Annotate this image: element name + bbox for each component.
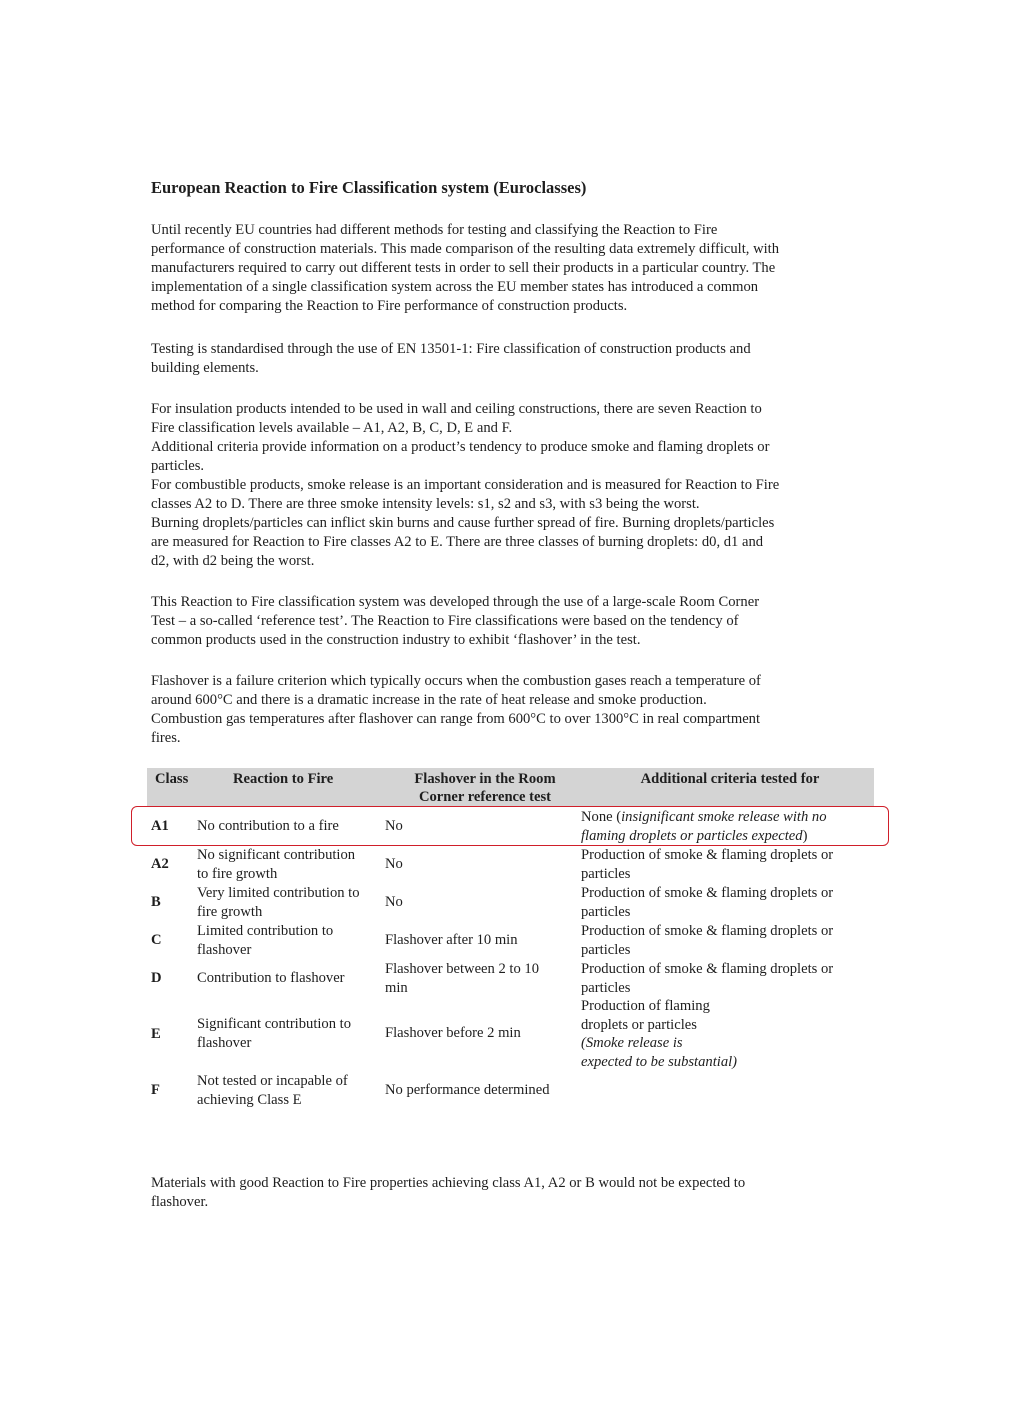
class-cell: A2 — [151, 856, 169, 872]
additional-line: droplets or particles — [581, 1016, 697, 1033]
text-line: Fire classification levels available – A1, A2, B, C, D, E and F. — [151, 420, 513, 436]
reaction-line: No significant contribution — [197, 847, 356, 863]
class-cell: D — [151, 970, 162, 986]
header-flashover-line: Corner reference test — [418, 789, 552, 805]
text-line: Testing is standardised through the use of EN 13501-1: Fire classification of construction products and — [151, 341, 751, 357]
flashover-cell: No — [385, 894, 403, 910]
text-line: Flashover is a failure criterion which typically occurs when the combustion gases reach a temperature of — [151, 673, 761, 689]
intro-paragraph — [151, 221, 891, 316]
class-cell: C — [151, 932, 162, 948]
additional-line: particles — [581, 865, 631, 882]
reaction-cell — [197, 1072, 387, 1109]
header-reaction: Reaction to Fire — [233, 771, 334, 787]
text-line: implementation of a single classification system across the EU member states has introduced a common — [151, 279, 759, 295]
class-cell: A1 — [151, 818, 169, 834]
reaction-line: Not tested or incapable of — [197, 1073, 348, 1089]
flashover-cell: No — [385, 856, 403, 872]
reaction-line: Significant contribution to — [197, 1016, 352, 1032]
text-line: method for comparing the Reaction to Fire performance of construction products. — [151, 298, 628, 314]
additional-text: None ( — [581, 809, 622, 825]
text-line: Burning droplets/particles can inflict skin burns and cause further spread of fire. Burning droplets/particles — [151, 515, 775, 531]
reaction-cell: Contribution to flashover — [197, 970, 345, 986]
text-line: performance of construction materials. This made comparison of the resulting data extremely difficult, with — [151, 241, 780, 257]
reaction-line: flashover — [197, 1034, 252, 1051]
table-header — [147, 768, 874, 806]
additional-line: particles — [581, 941, 631, 958]
additional-italic-line: expected to be substantial) — [581, 1053, 738, 1070]
class-cell: B — [151, 894, 161, 910]
flashover-cell — [385, 960, 580, 997]
header-class: Class — [155, 771, 189, 787]
text-line: building elements. — [151, 360, 259, 376]
reaction-cell — [197, 846, 387, 883]
additional-line: Production of smoke & flaming droplets or — [581, 885, 834, 901]
additional-italic-text: insignificant smoke release with no — [621, 809, 827, 825]
text-line: around 600°C and there is a dramatic increase in the rate of heat release and smoke production. — [151, 692, 707, 708]
a1-highlight-box — [131, 806, 889, 846]
text-line: d2, with d2 being the worst. — [151, 553, 315, 569]
additional-line: particles — [581, 979, 631, 996]
reference-test-paragraph — [151, 593, 891, 650]
class-cell: F — [151, 1082, 160, 1098]
reaction-line: Limited contribution to — [197, 923, 334, 939]
text-line: fires. — [151, 730, 181, 746]
text-line: particles. — [151, 458, 205, 474]
reaction-line: fire growth — [197, 903, 263, 920]
additional-line: particles — [581, 903, 631, 920]
text-line: Materials with good Reaction to Fire properties achieving class A1, A2 or B would not be expected to — [151, 1175, 746, 1191]
additional-line: Production of smoke & flaming droplets or — [581, 923, 834, 939]
additional-italic-text: flaming droplets or particles expected — [581, 827, 803, 844]
header-flashover-line: Flashover in the Room — [414, 771, 556, 787]
reaction-line: flashover — [197, 941, 252, 958]
text-line: Test – a so-called ‘reference test’. The Reaction to Fire classifications were based on the tendency of — [151, 613, 739, 629]
additional-cell — [581, 884, 876, 921]
testing-paragraph — [151, 340, 891, 378]
additional-cell — [581, 960, 876, 997]
text-line: Until recently EU countries had different methods for testing and classifying the Reaction to Fire — [151, 222, 718, 238]
reaction-cell: No contribution to a fire — [197, 818, 339, 834]
flashover-paragraph — [151, 672, 891, 748]
header-flashover — [385, 770, 585, 806]
text-line: For combustible products, smoke release is an important consideration and is measured for Reaction to Fire — [151, 477, 780, 493]
additional-line: Production of smoke & flaming droplets or — [581, 961, 834, 977]
additional-text: ) — [802, 827, 808, 844]
text-line: Additional criteria provide information on a product’s tendency to produce smoke and flaming droplets or — [151, 439, 770, 455]
text-line: manufacturers required to carry out different tests in order to sell their products in a particular country. The — [151, 260, 776, 276]
flashover-cell: Flashover after 10 min — [385, 932, 518, 948]
flashover-cell: No performance determined — [385, 1082, 550, 1098]
flashover-line: Flashover between 2 to 10 — [385, 961, 540, 977]
reaction-cell — [197, 884, 387, 921]
text-line: classes A2 to D. There are three smoke intensity levels: s1, s2 and s3, with s3 being the worst. — [151, 496, 700, 512]
text-line: For insulation products intended to be used in wall and ceiling constructions, there are seven Reaction to — [151, 401, 762, 417]
text-line: flashover. — [151, 1194, 209, 1210]
text-line: are measured for Reaction to Fire classes A2 to E. There are three classes of burning droplets: d0, d1 and — [151, 534, 764, 550]
text-line: common products used in the construction industry to exhibit ‘flashover’ in the test. — [151, 632, 641, 648]
reaction-cell — [197, 922, 387, 959]
flashover-cell: Flashover before 2 min — [385, 1025, 521, 1041]
additional-italic-line: (Smoke release is — [581, 1035, 683, 1051]
reaction-cell — [197, 1015, 387, 1052]
document-title: European Reaction to Fire Classification system (Euroclasses) — [151, 178, 587, 197]
reaction-line: to fire growth — [197, 865, 278, 882]
class-cell: E — [151, 1026, 161, 1042]
additional-cell — [581, 922, 876, 959]
header-additional: Additional criteria tested for — [640, 771, 820, 787]
additional-cell — [581, 846, 876, 883]
text-line: Combustion gas temperatures after flashover can range from 600°C to over 1300°C in real compartment — [151, 711, 761, 727]
flashover-line: min — [385, 979, 408, 996]
text-line: This Reaction to Fire classification system was developed through the use of a large-scale Room Corner — [151, 594, 760, 610]
additional-line: Production of flaming — [581, 998, 710, 1014]
flashover-cell: No — [385, 818, 403, 834]
additional-line: Production of smoke & flaming droplets or — [581, 847, 834, 863]
conclusion-paragraph — [151, 1174, 891, 1212]
additional-cell — [581, 997, 876, 1071]
classification-paragraph — [151, 400, 891, 571]
reaction-line: Very limited contribution to — [197, 885, 360, 901]
reaction-line: achieving Class E — [197, 1091, 302, 1108]
